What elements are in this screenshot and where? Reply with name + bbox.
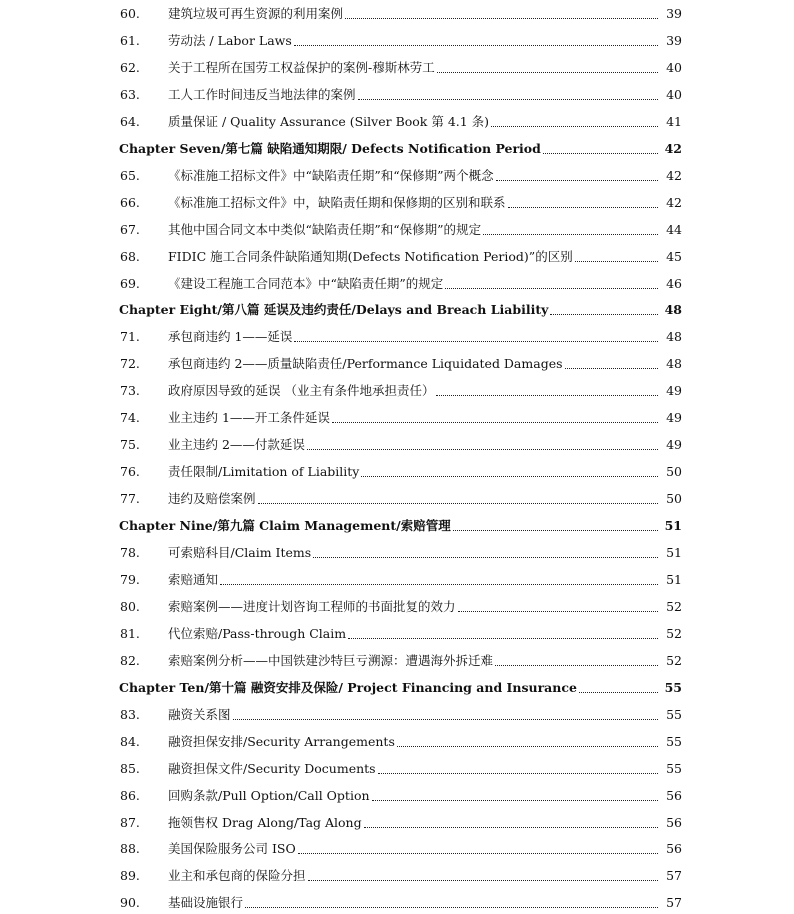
entry-body [168,896,660,910]
page-number: 40 [666,59,682,75]
entry-number: 77. [120,491,140,507]
entry-number: 76. [120,464,140,480]
chapter-title: Chapter Eight/第八篇 延误及违约责任/Delays and Breach Liability [119,302,549,318]
entry-number: 87. [120,814,140,830]
toc-entry[interactable] [0,4,794,24]
entry-number: 61. [120,32,140,48]
entry-number: 75. [120,437,140,453]
page-number: 55 [666,760,682,776]
entry-body [168,735,660,749]
page-number: 52 [666,625,682,641]
dot-leader [313,555,658,558]
entry-number: 63. [120,86,140,102]
chapter-title: Chapter Nine/第九篇 Claim Management/索赔管理 [119,518,451,534]
entry-body [168,223,660,237]
entry-body [168,196,660,210]
toc-entry[interactable] [0,381,794,401]
page-number: 52 [666,652,682,668]
toc-entry[interactable] [0,193,794,213]
page-number: 46 [666,275,682,291]
entry-title: 劳动法 / Labor Laws [168,32,292,48]
dot-leader [294,339,658,342]
entry-title: 索赔案例——进度计划咨询工程师的书面批复的效力 [168,598,456,614]
page-number: 41 [666,113,682,129]
entry-number: 72. [120,356,140,372]
entry-body [168,61,660,75]
entry-body [168,573,660,587]
entry-title: FIDIC 施工合同条件缺陷通知期(Defects Notification Period)”的区别 [168,248,573,264]
toc-entry[interactable] [0,247,794,267]
toc-entry[interactable] [0,85,794,105]
entry-body [168,816,660,830]
entry-body [168,88,660,102]
dot-leader [332,420,658,423]
page-number: 51 [666,571,682,587]
dot-leader [453,528,658,531]
dot-leader [361,474,658,477]
entry-number: 85. [120,760,140,776]
toc-entry[interactable] [0,839,794,859]
dot-leader [491,124,658,127]
dot-leader [345,16,658,19]
entry-body [168,7,660,21]
page-number: 48 [664,302,682,318]
page-number: 51 [666,545,682,560]
dot-leader [436,393,658,396]
entry-title: 基础设施银行 [168,895,244,911]
toc-entry[interactable] [0,462,794,482]
entry-title: 索赔案例分析——中国铁建沙特巨亏溯源：遭遇海外拆迁难 [168,652,494,668]
entry-number: 67. [120,221,140,237]
entry-title: 承包商违约 1——延误 [168,329,293,345]
entry-body [168,384,660,398]
entry-title: 回购条款/Pull Option/Call Option [168,787,370,803]
entry-number: 81. [120,625,140,641]
entry-number: 83. [120,706,140,722]
toc-entry[interactable] [0,893,794,913]
page-number: 56 [666,814,682,830]
page-number: 42 [664,140,682,156]
entry-body [119,681,660,695]
page-number: 50 [666,491,682,507]
toc-entry[interactable] [0,786,794,806]
entry-body [119,142,660,156]
toc-entry[interactable] [0,274,794,294]
entry-title: 《标准施工招标文件》中，缺陷责任期和保修期的区别和联系 [168,194,506,210]
entry-title: 融资关系图 [168,706,231,722]
entry-body [168,115,660,129]
dot-leader [565,366,658,369]
entry-body [168,438,660,452]
entry-body [168,250,660,264]
dot-leader [308,878,658,881]
toc-entry[interactable] [0,705,794,725]
dot-leader [550,312,658,315]
entry-body [168,762,660,776]
entry-body [168,411,660,425]
toc-entry[interactable] [0,31,794,51]
chapter-heading[interactable] [0,300,794,320]
entry-number: 68. [120,248,140,264]
dot-leader [364,825,658,828]
dot-leader [458,609,658,612]
page-number: 55 [666,706,682,722]
dot-leader [378,771,658,774]
dot-leader [579,690,658,693]
page-number: 55 [666,733,682,749]
entry-number: 84. [120,733,140,749]
entry-title: 代位索赔/Pass-through Claim [168,625,347,641]
toc-entry[interactable] [0,354,794,374]
entry-title: 融资担保文件/Security Documents [168,760,376,776]
entry-number: 78. [120,545,140,560]
entry-number: 60. [120,6,140,21]
dot-leader [372,798,658,801]
dot-leader [543,151,658,154]
entry-number: 90. [120,895,140,911]
dot-leader [496,178,658,181]
toc-entry[interactable] [0,408,794,428]
toc-entry[interactable] [0,759,794,779]
entry-title: 美国保险服务公司 ISO [168,841,296,857]
toc-entry[interactable] [0,220,794,240]
entry-body [168,277,660,291]
chapter-title: Chapter Ten/第十篇 融资安排及保险/ Project Financing and Insurance [119,679,577,695]
entry-body [168,627,660,641]
page-number: 49 [666,383,682,399]
entry-title: 其他中国合同文本中类似“缺陷责任期”和“保修期”的规定 [168,221,482,237]
toc-entry[interactable] [0,570,794,590]
page-number: 44 [666,221,682,237]
dot-leader [233,717,658,720]
page-number: 49 [666,410,682,426]
dot-leader [508,205,658,208]
page-number: 39 [666,32,682,48]
entry-number: 79. [120,571,140,587]
entry-number: 73. [120,383,140,399]
page-number: 56 [666,787,682,803]
page-number: 48 [666,329,682,345]
dot-leader [483,232,658,235]
entry-title: 《标准施工招标文件》中“缺陷责任期”和“保修期”两个概念 [168,167,494,183]
entry-number: 62. [120,59,140,75]
page-number: 57 [666,895,682,911]
entry-title: 承包商违约 2——质量缺陷责任/Performance Liquidated Damages [168,356,563,372]
page-number: 42 [666,194,682,210]
entry-number: 89. [120,868,140,884]
toc-entry[interactable] [0,112,794,132]
dot-leader [575,259,658,262]
chapter-heading[interactable] [0,516,794,536]
chapter-heading[interactable] [0,678,794,698]
toc-entry[interactable] [0,866,794,886]
dot-leader [348,636,658,639]
entry-body [168,654,660,668]
chapter-title: Chapter Seven/第七篇 缺陷通知期限/ Defects Notification Period [119,140,541,156]
entry-number: 82. [120,652,140,668]
entry-title: 业主违约 2——付款延误 [168,437,305,453]
page-number: 40 [666,86,682,102]
entry-title: 融资担保安排/Security Arrangements [168,733,395,749]
toc-entry[interactable] [0,624,794,644]
entry-body [168,842,660,856]
entry-title: 工人工作时间违反当地法律的案例 [168,86,356,102]
dot-leader [245,905,658,908]
toc-entry[interactable] [0,489,794,509]
dot-leader [298,851,658,854]
page-number: 52 [666,598,682,614]
entry-body [168,330,660,344]
entry-number: 88. [120,841,140,857]
page-number: 45 [666,248,682,264]
dot-leader [495,663,658,666]
entry-title: 政府原因导致的延误 （业主有条件地承担责任） [168,383,435,399]
page-number: 39 [666,6,682,21]
entry-body [168,357,660,371]
entry-title: 索赔通知 [168,571,219,587]
dot-leader [220,582,658,585]
dot-leader [307,447,658,450]
entry-body [168,600,660,614]
entry-number: 64. [120,113,140,129]
toc-entry[interactable] [0,597,794,617]
dot-leader [445,286,658,289]
entry-title: 违约及赔偿案例 [168,491,256,507]
dot-leader [258,501,658,504]
entry-body [168,546,660,560]
page-number: 55 [664,679,682,695]
page-number: 56 [666,841,682,857]
page-number: 49 [666,437,682,453]
dot-leader [358,97,658,100]
entry-title: 质量保证 / Quality Assurance (Silver Book 第 4.1 条) [168,113,490,129]
entry-number: 65. [120,167,140,183]
toc-entry[interactable] [0,435,794,455]
entry-body [168,869,660,883]
entry-title: 可索赔科目/Claim Items [168,545,312,560]
chapter-heading[interactable] [0,139,794,159]
entry-number: 74. [120,410,140,426]
entry-body [119,303,660,317]
entry-body [168,34,660,48]
entry-title: 业主和承包商的保险分担 [168,868,306,884]
toc-entry[interactable] [0,651,794,671]
entry-body [168,169,660,183]
entry-title: 业主违约 1——开工条件延误 [168,410,330,426]
page-number: 57 [666,868,682,884]
dot-leader [294,43,658,46]
entry-title: 建筑垃圾可再生资源的利用案例 [168,6,344,21]
entry-number: 86. [120,787,140,803]
entry-number: 71. [120,329,140,345]
entry-body [168,789,660,803]
toc-entry[interactable] [0,813,794,833]
entry-number: 80. [120,598,140,614]
entry-title: 责任限制/Limitation of Liability [168,464,360,480]
entry-body [119,519,660,533]
toc-entry[interactable] [0,543,794,563]
page-number: 51 [664,518,682,534]
page-number: 50 [666,464,682,480]
toc-entry[interactable] [0,327,794,347]
entry-body [168,465,660,479]
entry-title: 拖领售权 Drag Along/Tag Along [168,814,362,830]
dot-leader [397,744,658,747]
entry-title: 《建设工程施工合同范本》中“缺陷责任期”的规定 [168,275,444,291]
entry-title: 关于工程所在国劳工权益保护的案例-穆斯林劳工 [168,59,435,75]
toc-entry[interactable] [0,166,794,186]
entry-number: 66. [120,194,140,210]
page-number: 42 [666,167,682,183]
page-number: 48 [666,356,682,372]
dot-leader [437,70,658,73]
entry-body [168,492,660,506]
entry-number: 69. [120,275,140,291]
entry-body [168,708,660,722]
toc-entry[interactable] [0,58,794,78]
toc-entry[interactable] [0,732,794,752]
